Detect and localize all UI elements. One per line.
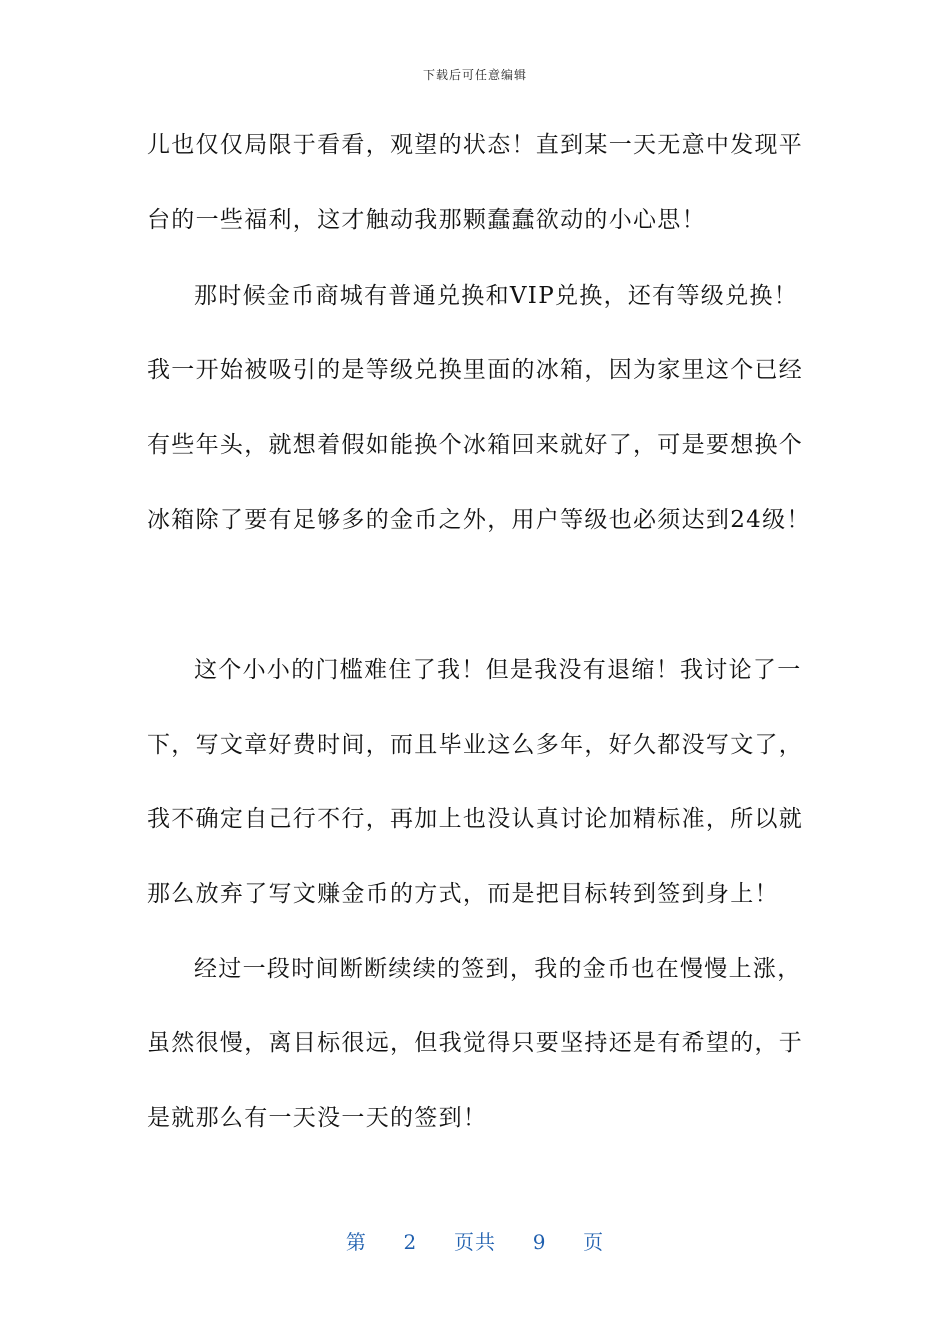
paragraph-start-line: 这个小小的门槛难住了我！但是我没有退缩！我讨论了一 [194, 657, 802, 683]
text-line: 我一开始被吸引的是等级兑换里面的冰箱，因为家里这个已经 [147, 357, 804, 383]
footer-suffix: 页 [583, 1230, 605, 1254]
paragraph-start-line: 经过一段时间断断续续的签到，我的金币也在慢慢上涨， [194, 956, 802, 982]
text-line: 虽然很慢，离目标很远，但我觉得只要坚持还是有希望的，于 [147, 1030, 804, 1056]
footer-prefix: 第 [345, 1230, 367, 1254]
page-number-footer [0, 1226, 950, 1255]
text-line: 我不确定自己行不行，再加上也没认真讨论加精标准，所以就 [147, 806, 804, 832]
paragraph-start-line: 那时候金币商城有普通兑换和VIP兑换，还有等级兑换！ [194, 283, 798, 309]
text-line: 儿也仅仅局限于看看，观望的状态！直到某一天无意中发现平 [147, 132, 804, 158]
text-line: 那么放弃了写文赚金币的方式，而是把目标转到签到身上！ [147, 881, 779, 907]
page-header-note: 下载后可任意编辑 [422, 68, 527, 82]
footer-current-page: 2 [403, 1230, 418, 1254]
text-line: 下，写文章好费时间，而且毕业这么多年，好久都没写文了， [147, 732, 804, 758]
text-line: 是就那么有一天没一天的签到！ [147, 1105, 488, 1131]
text-line: 冰箱除了要有足够多的金币之外，用户等级也必须达到24级！ [147, 507, 811, 533]
text-line: 台的一些福利，这才触动我那颗蠢蠢欲动的小心思！ [147, 207, 706, 233]
footer-total-pages: 9 [532, 1230, 547, 1254]
text-line: 有些年头，就想着假如能换个冰箱回来就好了，可是要想换个 [147, 432, 804, 458]
footer-middle: 页共 [454, 1230, 496, 1254]
